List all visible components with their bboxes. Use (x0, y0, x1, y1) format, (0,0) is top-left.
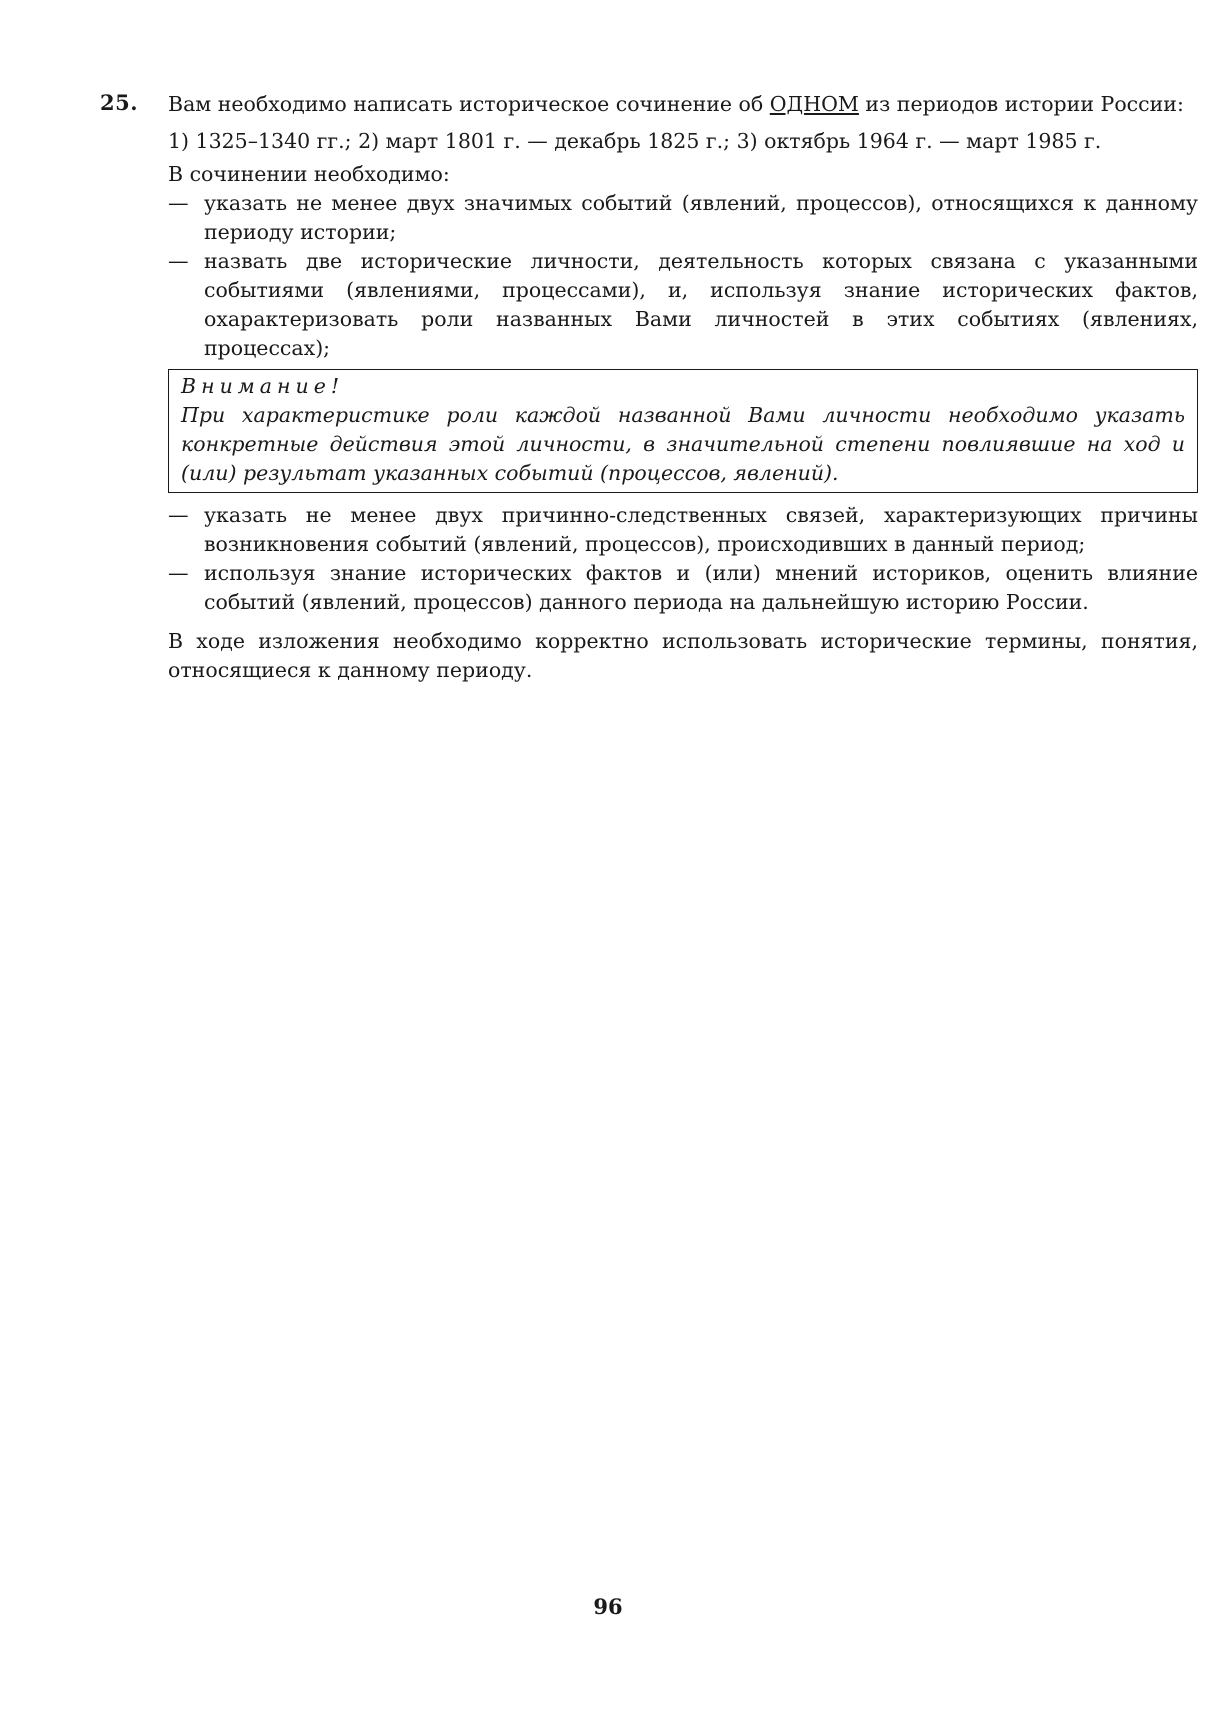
task-intro-after: из периодов истории России: (858, 92, 1184, 116)
requirements-intro: В сочинении необходимо: (168, 162, 450, 186)
page-number: 96 (593, 1594, 623, 1619)
requirements-list-top (168, 189, 1198, 363)
closing-paragraph: В ходе изложения необходимо корректно использовать исторические термины, понятия, относящиеся к данному периоду. (168, 629, 1198, 682)
requirement-text: указать не менее двух причинно-следственных связей, характеризующих причины возникновения событий (явлений, процессов), происходивших в данный период; (204, 503, 1198, 556)
requirement-item (168, 189, 1198, 247)
requirements-list-bottom (168, 501, 1198, 617)
attention-text: При характеристике роли каждой названной Вами личности необходимо указать конкретные действия этой личности, в значительной степени повлиявшие на ход и (или) результат указанных событий (процессов, явлений). (181, 403, 1185, 485)
requirement-text: используя знание исторических фактов и (или) мнений историков, оценить влияние событий (явлений, процессов) данного периода на дальнейшую историю России. (204, 561, 1198, 614)
dash-marker: — (168, 503, 189, 527)
dash-marker: — (168, 249, 189, 273)
dash-marker: — (168, 191, 189, 215)
task-periods: 1) 1325–1340 гг.; 2) март 1801 г. — декабрь 1825 г.; 3) октябрь 1964 г. — март 1985 г. (168, 129, 1102, 153)
task-number: 25. (100, 90, 139, 115)
task-intro-underlined: ОДНОМ (769, 92, 859, 116)
attention-box (168, 369, 1198, 493)
attention-title: Внимание! (181, 374, 345, 398)
requirement-text: назвать две исторические личности, деятельность которых связана с указанными событиями (явлениями, процессами), и, используя знание исторических фактов, охарактеризовать роли названных Вами личностей в этих событиях (явлениях, процессах); (204, 249, 1198, 360)
task-body (168, 90, 1198, 685)
dash-marker: — (168, 561, 189, 585)
requirement-item (168, 501, 1198, 559)
task-intro (168, 90, 1198, 119)
requirement-item (168, 559, 1198, 617)
requirement-item (168, 247, 1198, 363)
requirement-text: указать не менее двух значимых событий (явлений, процессов), относящихся к данному периоду истории; (204, 191, 1198, 244)
task-intro-before: Вам необходимо написать историческое сочинение об (168, 92, 770, 116)
